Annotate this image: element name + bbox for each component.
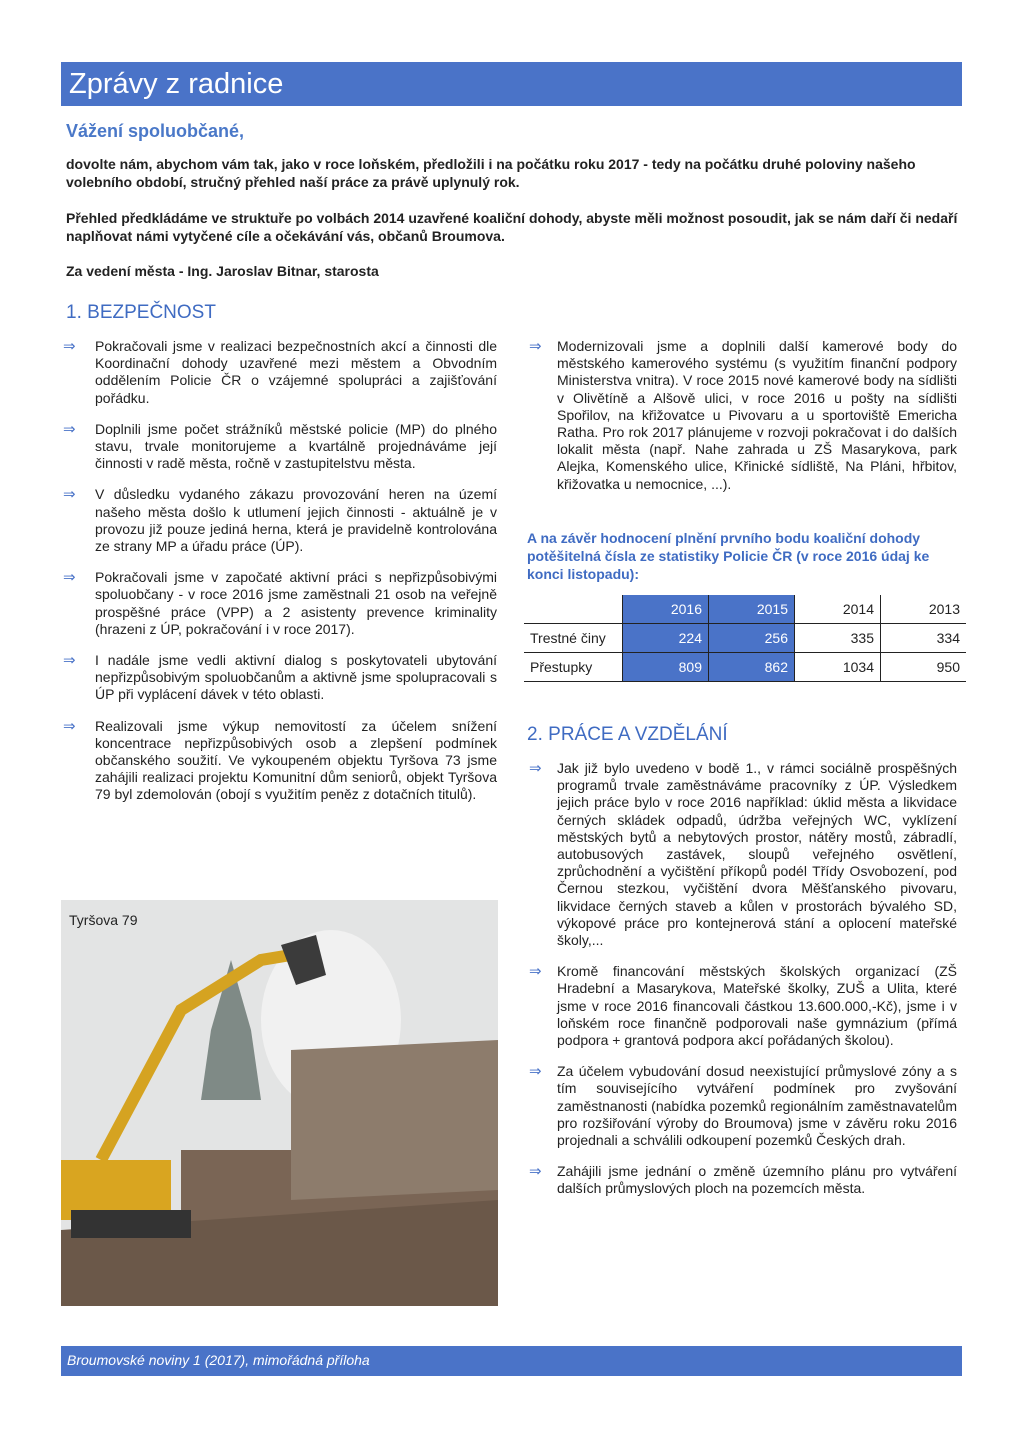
list-item: ⇒ Pokračovali jsme v započaté aktivní práci s nepřizpůsobivými spoluobčany - v roce 2016 jsme zaměstnali 21 osob na veřejně prospěšné práce (VPP) a 2 asistenty prevence kriminality (hrazeni z ÚP, pokračování i v roce 2017).: [63, 569, 497, 637]
table-cell: 224: [623, 624, 709, 653]
section-1-heading: [66, 302, 216, 324]
table-header-cell: 2013: [881, 595, 967, 624]
arrow-right-icon: ⇒: [529, 1163, 542, 1181]
arrow-right-icon: ⇒: [63, 652, 76, 670]
arrow-right-icon: ⇒: [529, 338, 542, 355]
page-title: Zprávy z radnice: [69, 68, 284, 100]
list-item: ⇒ I nadále jsme vedli aktivní dialog s poskytovateli ubytování nepřizpůsobivým spoluobčanům a aktivně jsme spolupracovali s ÚP při vyplácení dávek v této oblasti.: [63, 652, 497, 703]
list-item: ⇒ Jak již bylo uvedeno v bodě 1., v rámci sociálně prospěšných programů trvale zaměstnáváme pracovníky z ÚP. Výsledkem jejich práce bylo v roce 2016 například: úklid města a likvidace černých skládek odpadů, údržba veřejných WC, vyklízení městských bytů a nebytových prostor, nátěry mostů, zábradlí, autobusových zastávek, sloupů veřejného osvětlení, zprůchodnění a vyčištění příkopů podél Třídy Osvobození, pod Černou stezkou, vyčištění dvora Měšťanského pivovaru, likvidace černých staveb a kůlen v prostorách bývalého SD, výkopové práce pro kontejnerová stání a oplocení mateřské školy,...: [529, 760, 957, 949]
section-1-right-column: [527, 338, 957, 507]
footer-bar: [61, 1346, 962, 1376]
section-1-number: 1.: [66, 302, 82, 323]
intro-paragraph-2: Přehled předkládáme ve struktuře po volbách 2014 uzavřené koaliční dohody, abyste měli možnost posoudit, jak se nám daří či nedaří naplňovat námi vytyčené cíle a očekávání vás, občanů Broumova.: [66, 210, 958, 244]
arrow-right-icon: ⇒: [63, 420, 76, 438]
table-row: [524, 653, 966, 682]
table-row: [524, 624, 966, 653]
list-item: ⇒ Zahájili jsme jednání o změně územního plánu pro vytváření dalších průmyslových ploch na pozemcích města.: [529, 1163, 957, 1197]
section-2-number: 2.: [527, 724, 543, 745]
list-item: ⇒ V důsledku vydaného zákazu provozování heren na území našeho města došlo k utlumení jejich činnosti - aktuálně je v provozu již pouze jediná herna, která je pravidelně kontrolována ze strany MP a úřadu práce (ÚP).: [63, 486, 497, 555]
arrow-right-icon: ⇒: [529, 963, 542, 981]
arrow-right-icon: ⇒: [63, 338, 76, 355]
table-cell: 809: [623, 653, 709, 682]
row-label: Přestupky: [524, 653, 623, 682]
footer-text: Broumovské noviny 1 (2017), mimořádná příloha: [67, 1352, 370, 1368]
table-cell: 950: [881, 653, 967, 682]
photo-illustration: [61, 900, 498, 1306]
arrow-right-icon: ⇒: [529, 1063, 542, 1081]
arrow-right-icon: ⇒: [63, 569, 76, 587]
table-header-cell: 2014: [795, 595, 881, 624]
header-bar: [61, 62, 962, 106]
table-cell: 862: [709, 653, 795, 682]
section-2-heading: [527, 724, 728, 746]
arrow-right-icon: ⇒: [63, 717, 76, 735]
list-item: ⇒ Za účelem vybudování dosud neexistující průmyslové zóny a s tím souvisejícího vytváření podmínek pro zvyšování zaměstnanosti (nabídka pozemků regionálním zaměstnavatelům pro rozšiřování výroby do Broumova) jsme v závěru roku 2016 projednali a schválili odkoupení pozemků Českých drah.: [529, 1063, 957, 1149]
list-item: ⇒ Realizovali jsme výkup nemovitostí za účelem snížení koncentrace nepřizpůsobivých osob a zlepšení podmínek občanského soužití. Ve vykoupeném objektu Tyršova 73 jsme zahájili realizaci projektu Komunitní dům seniorů, objekt Tyršova 79 byl zdemolován (obojí s využitím peněz z dotačních titulů).: [63, 717, 497, 803]
table-header-cell: 2016: [623, 595, 709, 624]
table-header-cell: 2015: [709, 595, 795, 624]
list-item: ⇒ Kromě financování městských školských organizací (ZŠ Hradební a Masarykova, Mateřské školky, ZUŠ a Ulita, které jsme v roce 2016 financovali částkou 13.600.000,-Kč), jsme i v loňském roce finančně podporovali naše gymnázium (přímá podpora + grantová podpora akcí pořádaných školou).: [529, 963, 957, 1049]
list-item: ⇒ Modernizovali jsme a doplnili další kamerové body do městského kamerového systému (s využitím finanční podpory Ministerstva vnitra). V roce 2015 nové kamerové body na sídlišti v Olivětíně a Alšově ulici, v roce 2016 u pošty na sídlišti Spořilov, na křižovatce u Pivovaru a u sportoviště Emericha Ratha. Pro rok 2017 plánujeme v rozvoji pokračovat i do dalších lokalit města (např. Nahe zahrada u ZŠ Masarykova, park Alejka, Komenského ulice, Křinické sídliště, Na Pláni, hřbitov, křižovatka u nemocnice, ...).: [529, 338, 957, 492]
table-cell: 334: [881, 624, 967, 653]
row-label: Trestné činy: [524, 624, 623, 653]
demolition-photo: [61, 900, 498, 1306]
table-cell: 256: [709, 624, 795, 653]
intro-paragraph-1: dovolte nám, abychom vám tak, jako v roce loňském, předložili i na počátku roku 2017 - tedy na počátku druhé poloviny našeho volebního období, stručný přehled naší práce za právě uplynulý rok.: [66, 156, 916, 190]
arrow-right-icon: ⇒: [63, 486, 76, 504]
section-1-title: BEZPEČNOST: [87, 302, 216, 323]
table-cell: 1034: [795, 653, 881, 682]
signature: Za vedení města - Ing. Jaroslav Bitnar, starosta: [66, 263, 379, 279]
arrow-right-icon: ⇒: [529, 760, 542, 777]
photo-label: Tyršova 79: [69, 912, 138, 928]
section-2-title: PRÁCE A VZDĚLÁNÍ: [548, 724, 728, 745]
section-2-column: [527, 760, 957, 1212]
table-corner: [524, 595, 623, 624]
greeting: Vážení spoluobčané,: [66, 121, 245, 141]
statistics-intro: A na závěr hodnocení plnění prvního bodu koaliční dohody potěšitelná čísla ze statistiky Policie ČR (v roce 2016 údaj ke konci listopadu):: [527, 530, 930, 582]
list-item: ⇒ Pokračovali jsme v realizaci bezpečnostních akcí a činnosti dle Koordinační dohody uzavřené mezi městem a Obvodním oddělením Policie ČR o vzájemné spolupráci a zajišťování pořádku.: [63, 338, 497, 406]
section-1-left-column: [61, 338, 497, 818]
table-cell: 335: [795, 624, 881, 653]
police-statistics-table: [524, 595, 966, 682]
table-header-row: [524, 595, 966, 624]
list-item: ⇒ Doplnili jsme počet strážníků městské policie (MP) do plného stavu, trvale monitorujeme a kvartálně projednáváme její činnosti v radě města, ročně v zastupitelstvu města.: [63, 420, 497, 472]
